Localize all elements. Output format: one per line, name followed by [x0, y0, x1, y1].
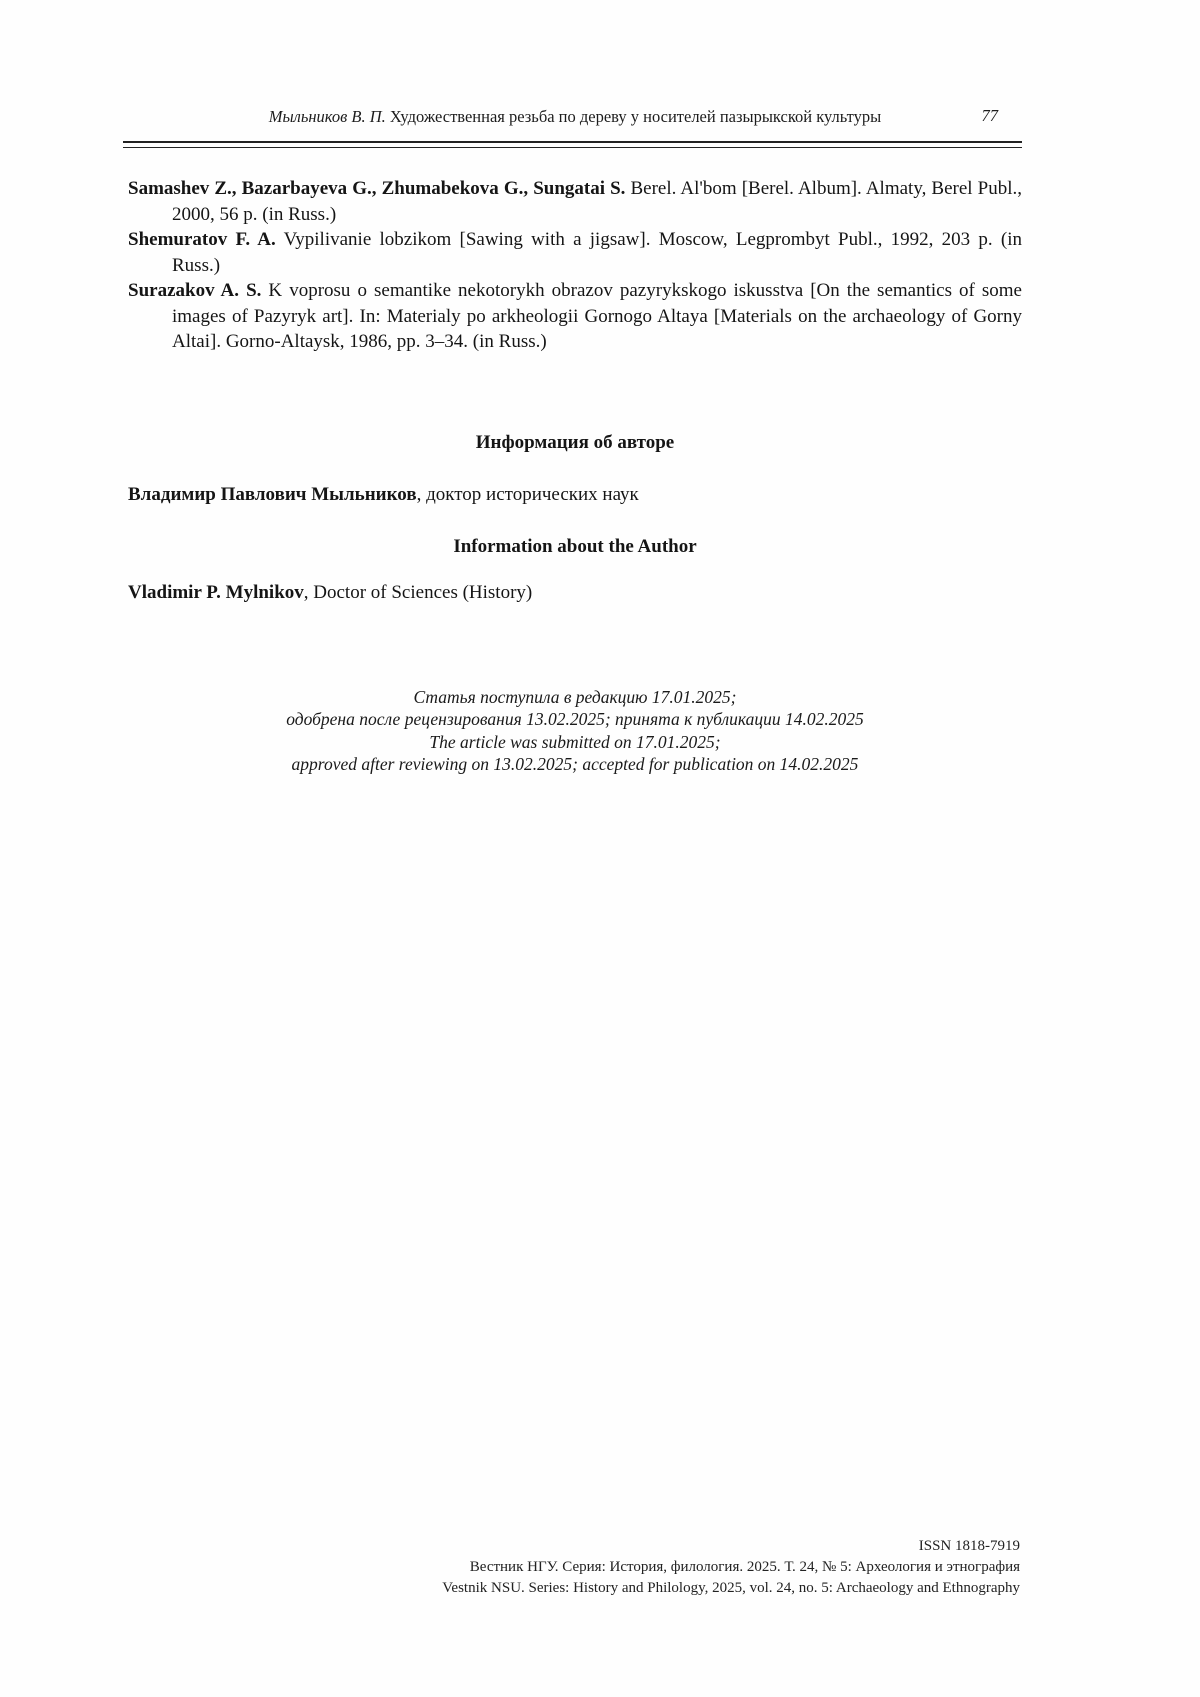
reference-text: Berel. Al'bom [Berel. Album]. Almaty, Berel Publ., 2000, 56 p. (in Russ.) — [172, 178, 1022, 225]
references-list — [128, 176, 1022, 355]
author-name-en: Vladimir P. Mylnikov — [128, 582, 304, 603]
author-name-ru: Владимир Павлович Мыльников — [128, 484, 417, 505]
submission-line-en-2: approved after reviewing on 13.02.2025; accepted for publication on 14.02.2025 — [291, 754, 859, 775]
submission-line-en-1: The article was submitted on 17.01.2025; — [429, 731, 721, 752]
reference-entry — [128, 278, 1022, 355]
submission-dates — [128, 686, 1022, 776]
running-head-title: Художественная резьба по дереву у носителей пазырыкской культуры — [385, 107, 882, 126]
reference-entry — [128, 227, 1022, 278]
issn-line: ISSN 1818-7919 — [918, 1538, 1020, 1554]
reference-authors: Surazakov A. S. — [128, 280, 262, 301]
author-line-ru — [128, 483, 1022, 507]
author-degree-ru: , доктор исторических наук — [416, 484, 639, 505]
submission-line-ru-1: Статья поступила в редакцию 17.01.2025; — [413, 687, 737, 707]
submission-line-ru-2: одобрена после рецензирования 13.02.2025; принята к публикации 14.02.2025 — [286, 709, 864, 730]
imprint-line-en: Vestnik NSU. Series: History and Philology, 2025, vol. 24, no. 5: Archaeology and Ethnography — [442, 1580, 1020, 1596]
reference-text: Vypilivanie lobzikom [Sawing with a jigsaw]. Moscow, Legprombyt Publ., 1992, 203 p. (in Russ.) — [172, 229, 1022, 276]
author-line-en — [128, 581, 1022, 605]
author-info-heading-en: Information about the Author — [453, 536, 697, 557]
reference-authors: Shemuratov F. A. — [128, 229, 276, 250]
reference-entry — [128, 176, 1022, 227]
header-rule — [123, 141, 1022, 148]
reference-text: K voprosu o semantike nekotorykh obrazov pazyrykskogo iskusstva [On the semantics of some images of Pazyryk art]. In: Materialy po arkheologii Gornogo Altaya [Materials on the archaeology of Gorny Altai]. Gorno-Altaysk, 1986, pp. 3–34. (in Russ.) — [172, 280, 1022, 352]
page-number: 77 — [981, 106, 998, 125]
running-head-author: Мыльников В. П. — [268, 107, 386, 126]
journal-imprint — [128, 1536, 1020, 1599]
author-info-heading-ru: Информация об авторе — [475, 432, 675, 453]
author-degree-en: , Doctor of Sciences (History) — [303, 582, 533, 603]
reference-authors: Samashev Z., Bazarbayeva G., Zhumabekova G., Sungatai S. — [128, 178, 626, 199]
imprint-line-ru: Вестник НГУ. Серия: История, филология. 2025. Т. 24, № 5: Археология и этнография — [469, 1559, 1020, 1575]
